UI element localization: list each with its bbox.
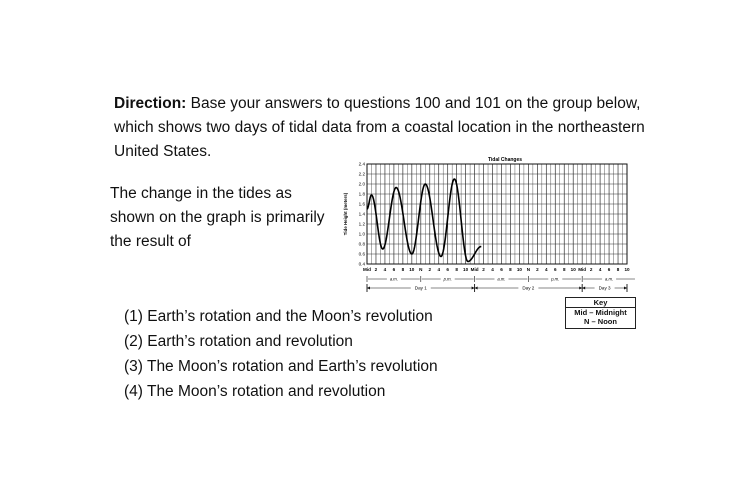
day-label: Day 2 [522,285,535,291]
x-tick-label: 6 [607,267,611,272]
x-tick-label: 4 [491,267,494,272]
x-tick-label: Mid [578,267,587,272]
period-label: a.m. [389,276,398,282]
y-tick-label: 2.0 [358,181,365,187]
y-axis-label: Tide Height (meters) [343,192,348,236]
x-tick-label: 8 [562,267,566,272]
x-tick-label: 10 [570,267,576,272]
direction-text: Base your answers to questions 100 and 101 on the group below, which shows two days of tidal data from a coastal location in the northeastern United States. [114,95,645,160]
y-tick-label: 1.4 [358,211,365,217]
direction-label: Direction: [114,95,187,112]
x-tick-label: N [526,267,531,272]
x-tick-label: 4 [598,267,602,272]
y-tick-label: 1.0 [358,231,365,237]
x-tick-label: 8 [401,267,405,272]
question-text: The change in the tides as shown on the graph is primarily the result of [110,185,325,250]
answer-option-1[interactable]: (1) Earth’s rotation and the Moon’s revolution [124,308,433,325]
period-label: a.m. [604,276,614,282]
answer-option-3[interactable]: (3) The Moon’s rotation and Earth’s revolution [124,358,438,375]
x-tick-label: 6 [500,267,503,272]
x-tick-label: 6 [553,267,557,272]
x-tick-label: 8 [455,267,458,272]
x-tick-label: 2 [589,267,593,272]
key-noon: N – Noon [584,317,617,326]
x-tick-label: 8 [616,267,620,272]
y-tick-label: 2.2 [358,171,365,177]
y-tick-label: 1.8 [358,191,365,197]
x-tick-label: Mid [363,267,371,272]
day-span-arrow [475,287,478,290]
key-title: Key [566,298,635,308]
x-tick-label: 2 [482,267,485,272]
x-tick-label: 2 [374,267,378,272]
y-tick-label: 0.8 [358,241,365,247]
x-tick-label: 4 [545,267,548,272]
y-tick-label: 2.4 [358,161,365,167]
period-label: p.m. [443,276,452,282]
period-label: p.m. [551,276,560,282]
day-label: Day 1 [414,285,427,291]
y-tick-label: 0.4 [358,261,365,267]
x-tick-label: 10 [463,267,469,272]
y-tick-label: 1.6 [358,201,365,207]
x-tick-label: 10 [624,267,630,272]
y-tick-label: 1.2 [358,221,365,227]
x-tick-label: 2 [428,267,432,272]
chart-key [565,297,636,329]
x-tick-label: N [419,267,423,272]
x-tick-label: 6 [392,267,396,272]
x-tick-label: Mid [470,267,479,272]
x-tick-label: 4 [383,267,387,272]
key-midnight: Mid – Midnight [574,308,627,317]
x-tick-label: 10 [409,267,415,272]
day-span-arrow [367,287,370,290]
answer-option-4[interactable]: (4) The Moon’s rotation and revolution [124,383,386,400]
x-tick-label: 2 [536,267,539,272]
period-label: a.m. [497,276,506,282]
chart-title: Tidal Changes [487,157,523,163]
x-tick-label: 4 [437,267,441,272]
y-tick-label: 0.6 [358,251,365,257]
x-tick-label: 8 [509,267,512,272]
x-tick-label: 10 [516,267,522,272]
day-label: Day 3 [598,285,611,291]
answer-option-2[interactable]: (2) Earth’s rotation and revolution [124,333,353,350]
x-tick-label: 6 [446,267,449,272]
